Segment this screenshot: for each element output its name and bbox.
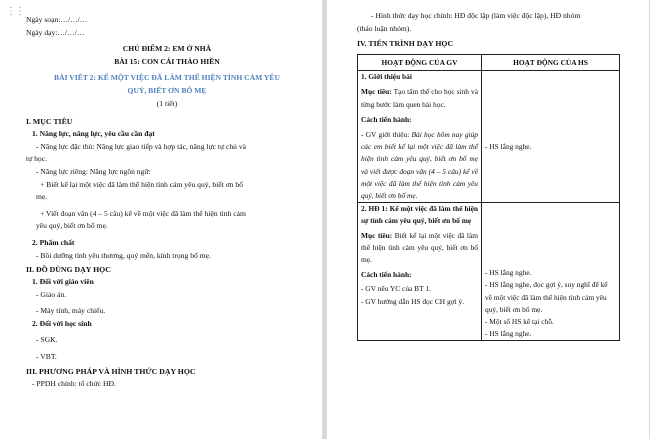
hs-heading: 2. Đối với học sinh: [32, 318, 92, 328]
hinh-thuc-cont: (thảo luận nhóm).: [357, 23, 412, 33]
gioi-thieu-heading: 1. Giới thiệu bài: [361, 72, 412, 82]
activity-table: [357, 54, 620, 341]
do-dung-heading: II. ĐỒ DÙNG DẠY HỌC: [26, 265, 111, 275]
hs-doc-goi-y: - HS lắng nghe, đọc gợi ý, suy nghĩ để kể về một việc đã làm thể hiện tình cảm yêu quý, biết ơn bố mẹ.: [485, 280, 608, 314]
cach-tien-hanh-1: Cách tiến hành:: [361, 114, 412, 124]
chu-diem-heading: CHỦ ĐIỂM 2: EM Ở NHÀ: [122, 44, 212, 54]
nl-rieng-1-cont: mẹ.: [36, 192, 48, 202]
nl-dac-thu-cont: tự học.: [26, 154, 47, 164]
nl-rieng-2-cont: yêu quý, biết ơn bố mẹ.: [36, 221, 108, 231]
gv-cell-2: [358, 203, 482, 341]
nl-rieng: - Năng lực riêng: Năng lực ngôn ngữ:: [36, 166, 151, 176]
gv-item-1: - Giáo án.: [36, 289, 67, 299]
tien-trinh-heading: IV. TIẾN TRÌNH DẠY HỌC: [357, 39, 454, 49]
ppdh-text: - PPDH chính: tổ chức HĐ.: [32, 378, 116, 388]
ngay-soan-line: Ngày soạn:…/…/…: [26, 15, 88, 24]
muc-tieu-2: Mục tiêu: Biết kể lại một việc đã làm thể hiện tình cảm yêu quý, biết ơn bố mẹ.: [361, 230, 478, 265]
ngay-day-line: Ngày dạy:…/…/…: [26, 27, 85, 37]
document-page-right: [327, 0, 649, 439]
table-header-hs: HOẠT ĐỘNG CỦA HS: [482, 55, 620, 71]
pham-chat-heading: 2. Phẩm chất: [32, 237, 75, 247]
table-row: [358, 203, 620, 341]
nl-rieng-2: + Viết đoạn văn (4 – 5 câu) kể về một việc đã làm thể hiện tình cảm: [40, 208, 246, 218]
hs-item-1: - SGK.: [36, 335, 58, 345]
phuong-phap-heading: III. PHƯƠNG PHÁP VÀ HÌNH THỨC DẠY HỌC: [26, 366, 196, 376]
gv-huong-dan: - GV hướng dẫn HS đọc CH gợi ý.: [361, 296, 465, 306]
gv-gioi-thieu: - GV giới thiệu: Bài học hôm nay giúp các em biết kể lại một việc đã làm thể hiện tình cảm yêu quý, biết ơn bố mẹ và viết được đoạn văn (4 – 5 câu) kể về một việc đã làm thể hiện tình cảm yêu quý, biết ơn bố mẹ.: [361, 130, 478, 201]
bai-viet-heading-2: QUÝ, BIẾT ƠN BỐ MẸ: [127, 85, 207, 95]
table-header-gv: HOẠT ĐỘNG CỦA GV: [358, 55, 482, 71]
pham-chat-text: - Bồi dưỡng tình yêu thương, quý mến, kính trọng bố mẹ.: [36, 250, 211, 260]
cach-tien-hanh-2: Cách tiến hành:: [361, 270, 412, 280]
table-row: [358, 71, 620, 203]
gv-nêu-yc: - GV nêu YC của BT 1.: [361, 284, 431, 294]
drag-handle-icon[interactable]: ⋮⋮: [6, 6, 24, 17]
gv-cell-1: [358, 71, 482, 203]
hs-ke-tai-cho: - Một số HS kể tại chỗ.: [485, 317, 554, 327]
hs-cell-1: [482, 71, 620, 203]
muc-tieu-1: Mục tiêu: Tạo tâm thế cho học sinh và từng bước làm quen bài học.: [361, 87, 478, 109]
gv-heading: 1. Đối với giáo viên: [32, 277, 94, 287]
hs-lang-nghe-3: - HS lắng nghe.: [485, 329, 532, 339]
bai-viet-heading-1: BÀI VIẾT 2: KỂ MỘT VIỆC ĐÃ LÀM THỂ HIỆN TÌNH CẢM YÊU: [54, 73, 280, 83]
hs-lang-nghe-2: - HS lắng nghe.: [485, 268, 532, 278]
hinh-thuc-line: - Hình thức dạy học chính: HĐ độc lập (làm việc độc lập), HĐ nhóm: [371, 11, 581, 20]
hs-item-2: - VBT.: [36, 352, 57, 362]
gv-item-2: - Máy tính, máy chiếu.: [36, 306, 106, 316]
nang-luc-heading: 1. Năng lực, năng lực, yêu cầu cần đạt: [32, 129, 155, 139]
so-tiet: (1 tiết): [156, 98, 178, 108]
hs-lang-nghe-1: - HS lắng nghe.: [485, 142, 532, 152]
nl-rieng-1: + Biết kể lại một việc đã làm thể hiện tình cảm yêu quý, biết ơn bố: [40, 179, 243, 189]
bai-heading: BÀI 15: CON CÁI THẢO HIỀN: [114, 56, 220, 66]
muc-tieu-heading: I. MỤC TIÊU: [26, 117, 73, 127]
document-page-left: [0, 0, 322, 439]
hd1-heading: 2. HĐ 1: Kể một việc đã làm thể hiện sự tình cảm yêu quý, biết ơn bố mẹ: [361, 204, 478, 226]
hs-cell-2: [482, 203, 620, 341]
nl-dac-thu: - Năng lực đặc thù: Năng lực giao tiếp và hợp tác, năng lực tự chủ và: [36, 141, 247, 151]
